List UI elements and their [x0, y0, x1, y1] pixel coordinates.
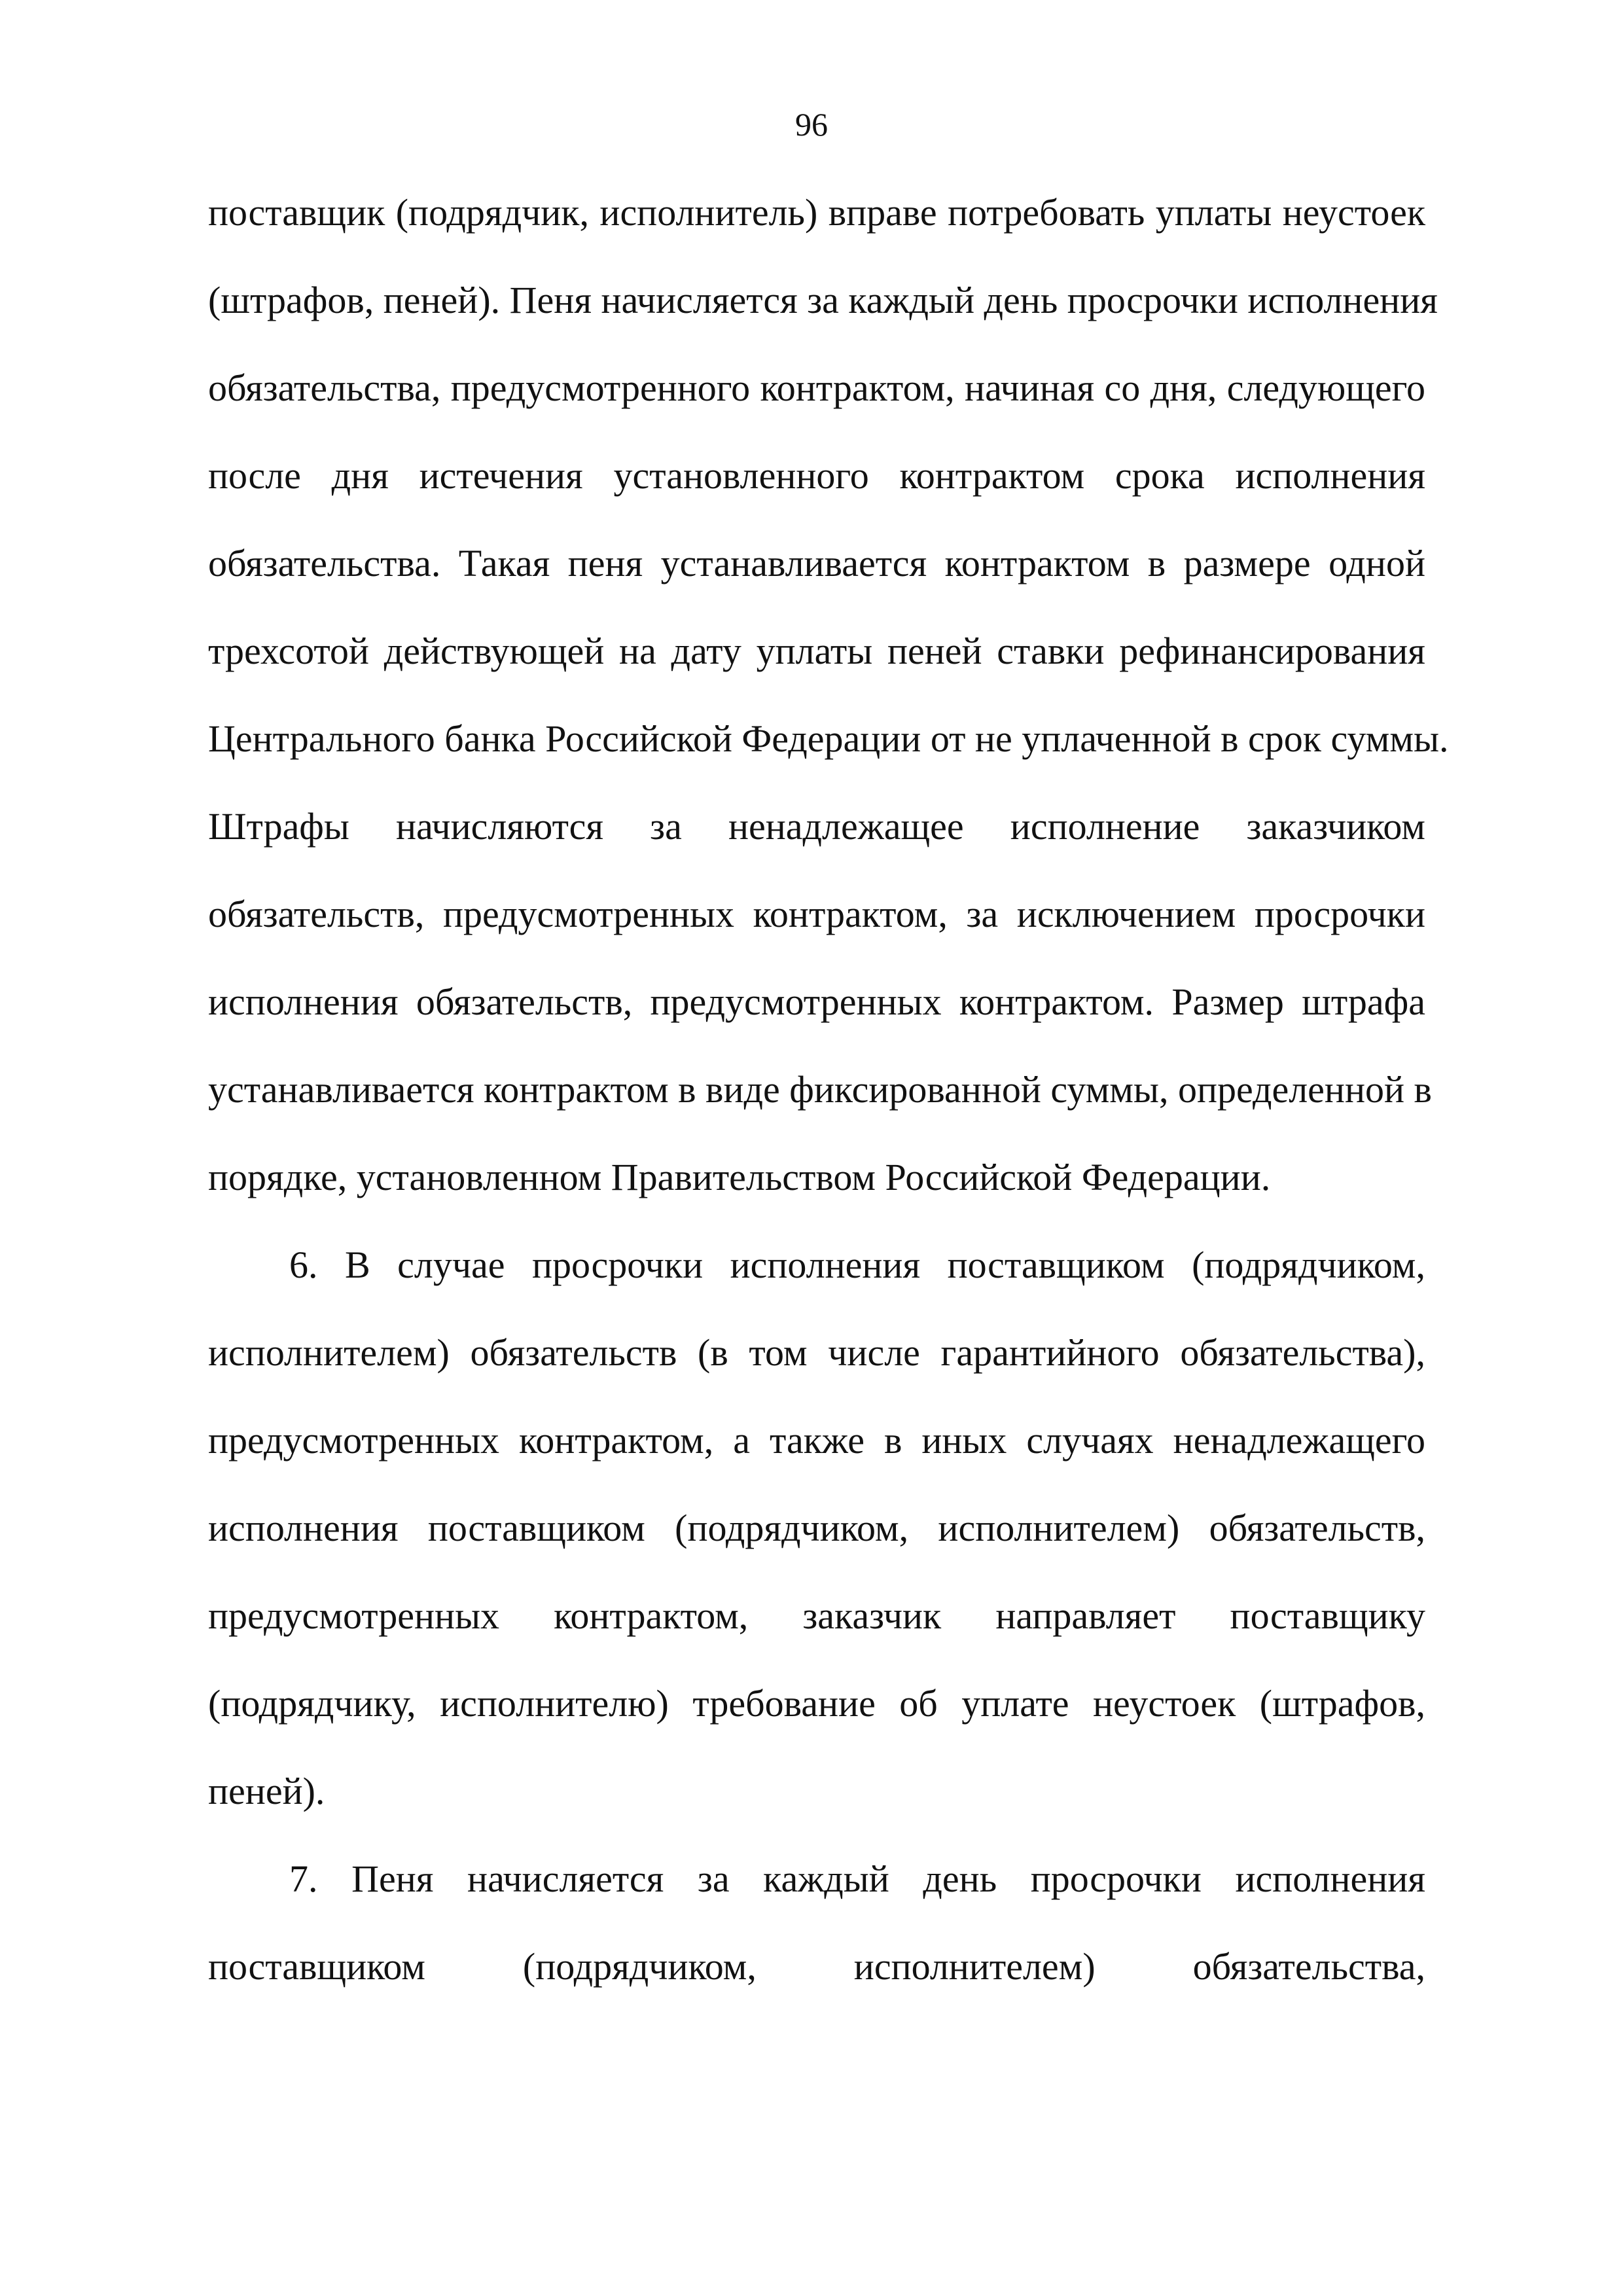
- text-line: устанавливается контрактом в виде фиксированной суммы, определенной в: [208, 1068, 1432, 1111]
- text-line: обязательств, предусмотренных контрактом, за исключением просрочки: [208, 893, 1425, 935]
- text-line: исполнения обязательств, предусмотренных контрактом. Размер штрафа: [208, 980, 1425, 1023]
- text-line: порядке, установленном Правительством Российской Федерации.: [208, 1156, 1271, 1198]
- text-line: пеней).: [208, 1770, 325, 1812]
- text-line: поставщиком (подрядчиком, исполнителем) обязательства,: [208, 1945, 1425, 1988]
- text-line: предусмотренных контрактом, а также в иных случаях ненадлежащего: [208, 1419, 1425, 1462]
- paragraph-6-start: 6. В случае просрочки исполнения поставщиком (подрядчиком,: [289, 1244, 1425, 1286]
- text-line: Центрального банка Российской Федерации от не уплаченной в срок суммы.: [208, 717, 1449, 760]
- text-line: обязательства. Такая пеня устанавливается контрактом в размере одной: [208, 542, 1425, 584]
- text-line: трехсотой действующей на дату уплаты пеней ставки рефинансирования: [208, 630, 1425, 672]
- text-line: (штрафов, пеней). Пеня начисляется за каждый день просрочки исполнения: [208, 279, 1438, 321]
- text-line: после дня истечения установленного контрактом срока исполнения: [208, 454, 1425, 497]
- page-number: 96: [795, 106, 828, 143]
- text-line: поставщик (подрядчик, исполнитель) вправе потребовать уплаты неустоек: [208, 191, 1425, 234]
- text-line: исполнения поставщиком (подрядчиком, исполнителем) обязательств,: [208, 1507, 1425, 1549]
- text-line: исполнителем) обязательств (в том числе гарантийного обязательства),: [208, 1331, 1425, 1374]
- text-line: (подрядчику, исполнителю) требование об уплате неустоек (штрафов,: [208, 1682, 1425, 1725]
- paragraph-7-start: 7. Пеня начисляется за каждый день просрочки исполнения: [289, 1857, 1425, 1900]
- text-line: предусмотренных контрактом, заказчик направляет поставщику: [208, 1594, 1425, 1637]
- text-line: Штрафы начисляются за ненадлежащее исполнение заказчиком: [208, 805, 1425, 848]
- text-line: обязательства, предусмотренного контрактом, начиная со дня, следующего: [208, 367, 1425, 409]
